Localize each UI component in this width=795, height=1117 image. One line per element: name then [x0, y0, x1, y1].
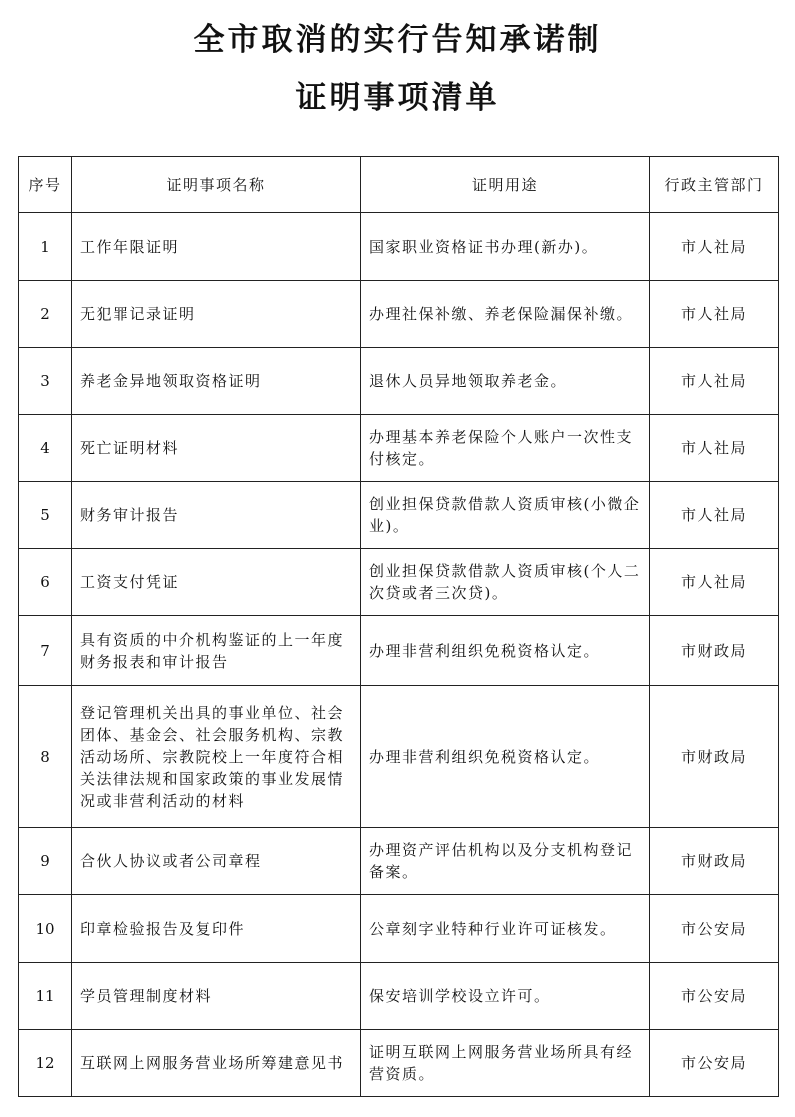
table-header-row: [19, 157, 779, 213]
row-name: 印章检验报告及复印件: [72, 895, 361, 963]
table-row: [19, 963, 779, 1030]
items-table: [18, 156, 779, 1097]
row-use: 办理基本养老保险个人账户一次性支付核定。: [361, 415, 650, 482]
row-dept: 市公安局: [650, 1030, 779, 1097]
row-use: 创业担保贷款借款人资质审核(个人二次贷或者三次贷)。: [361, 549, 650, 616]
row-dept: 市财政局: [650, 686, 779, 828]
row-use: 办理社保补缴、养老保险漏保补缴。: [361, 281, 650, 348]
table-row: [19, 415, 779, 482]
table-row: [19, 895, 779, 963]
table-row: [19, 828, 779, 895]
row-dept: 市人社局: [650, 415, 779, 482]
row-use: 证明互联网上网服务营业场所具有经营资质。: [361, 1030, 650, 1097]
header-name: 证明事项名称: [72, 157, 361, 213]
row-use: 退休人员异地领取养老金。: [361, 348, 650, 415]
row-use: 办理非营利组织免税资格认定。: [361, 686, 650, 828]
row-no: 1: [19, 213, 72, 281]
table-row: [19, 686, 779, 828]
row-no: 11: [19, 963, 72, 1030]
row-name: 学员管理制度材料: [72, 963, 361, 1030]
row-dept: 市人社局: [650, 213, 779, 281]
row-name: 合伙人协议或者公司章程: [72, 828, 361, 895]
row-dept: 市人社局: [650, 482, 779, 549]
row-dept: 市财政局: [650, 828, 779, 895]
row-name: 具有资质的中介机构鉴证的上一年度财务报表和审计报告: [72, 616, 361, 686]
row-no: 8: [19, 686, 72, 828]
row-use: 公章刻字业特种行业许可证核发。: [361, 895, 650, 963]
row-no: 3: [19, 348, 72, 415]
page-title-line-2: 证明事项清单: [295, 80, 500, 116]
table-row: [19, 213, 779, 281]
row-name: 财务审计报告: [72, 482, 361, 549]
row-dept: 市财政局: [650, 616, 779, 686]
row-no: 12: [19, 1030, 72, 1097]
page-title-line-1: 全市取消的实行告知承诺制: [193, 22, 602, 58]
table-row: [19, 616, 779, 686]
row-no: 5: [19, 482, 72, 549]
row-use: 国家职业资格证书办理(新办)。: [361, 213, 650, 281]
row-no: 2: [19, 281, 72, 348]
row-name: 工资支付凭证: [72, 549, 361, 616]
row-use: 办理非营利组织免税资格认定。: [361, 616, 650, 686]
row-use: 办理资产评估机构以及分支机构登记备案。: [361, 828, 650, 895]
row-no: 6: [19, 549, 72, 616]
row-no: 9: [19, 828, 72, 895]
row-dept: 市公安局: [650, 895, 779, 963]
row-use: 创业担保贷款借款人资质审核(小微企业)。: [361, 482, 650, 549]
row-name: 养老金异地领取资格证明: [72, 348, 361, 415]
row-no: 10: [19, 895, 72, 963]
row-dept: 市人社局: [650, 281, 779, 348]
row-use: 保安培训学校设立许可。: [361, 963, 650, 1030]
row-dept: 市人社局: [650, 348, 779, 415]
header-dept: 行政主管部门: [650, 157, 779, 213]
row-name: 工作年限证明: [72, 213, 361, 281]
table-row: [19, 348, 779, 415]
row-no: 7: [19, 616, 72, 686]
table-row: [19, 549, 779, 616]
row-name: 死亡证明材料: [72, 415, 361, 482]
table-row: [19, 482, 779, 549]
row-name: 无犯罪记录证明: [72, 281, 361, 348]
table-row: [19, 281, 779, 348]
row-dept: 市人社局: [650, 549, 779, 616]
header-no: 序号: [19, 157, 72, 213]
header-use: 证明用途: [361, 157, 650, 213]
row-name: 登记管理机关出具的事业单位、社会团体、基金会、社会服务机构、宗教活动场所、宗教院校上一年度符合相关法律法规和国家政策的事业发展情况或非营利活动的材料: [72, 686, 361, 828]
row-dept: 市公安局: [650, 963, 779, 1030]
row-name: 互联网上网服务营业场所筹建意见书: [72, 1030, 361, 1097]
row-no: 4: [19, 415, 72, 482]
table-row: [19, 1030, 779, 1097]
